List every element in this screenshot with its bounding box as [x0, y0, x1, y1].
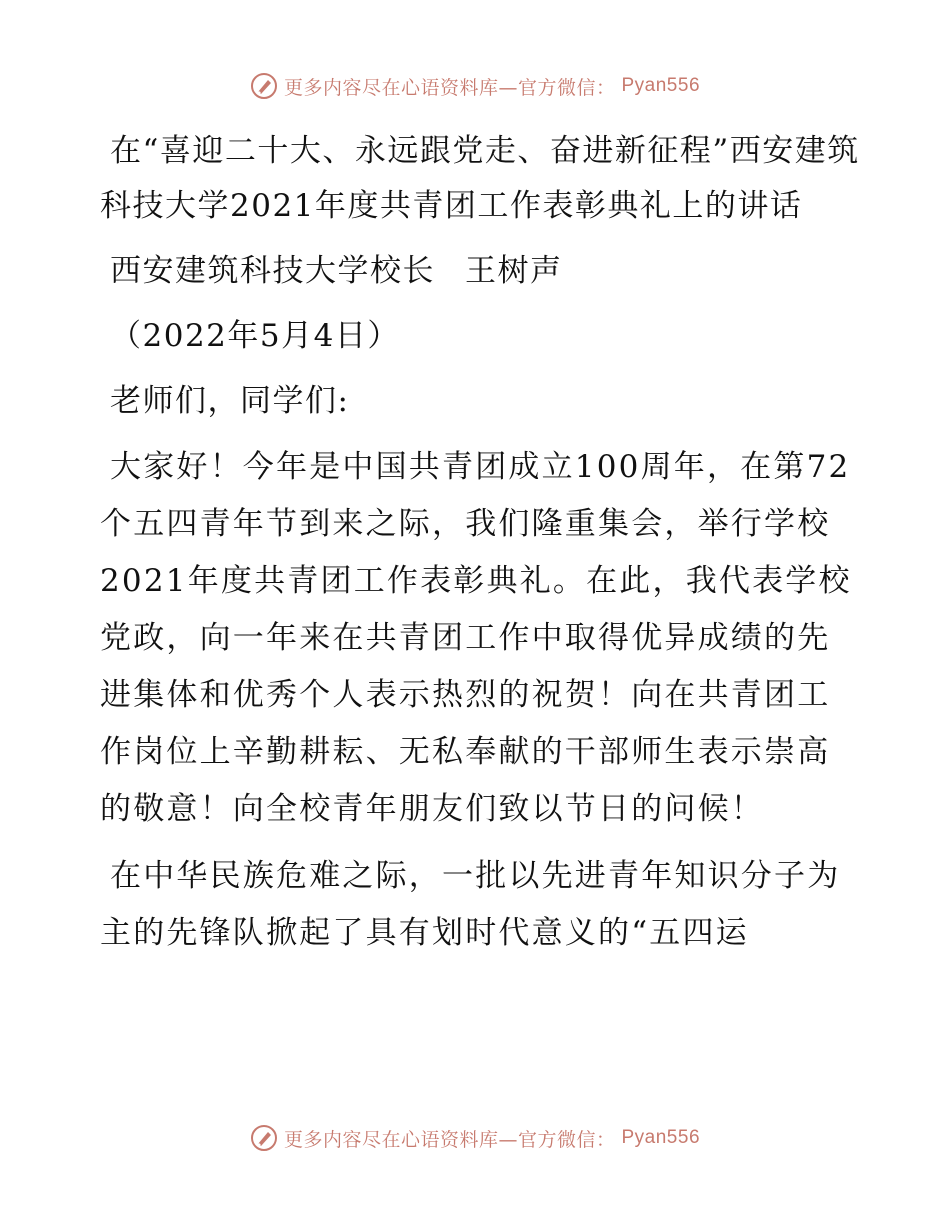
- document-title: 在“喜迎二十大、永远跟党走、奋进新征程”西安建筑科技大学2021年度共青团工作表彰典礼上的讲话: [100, 133, 860, 224]
- watermark-handle: Pyan556: [621, 75, 701, 96]
- footer-watermark: [0, 1124, 950, 1152]
- paragraph: 在中华民族危难之际，一批以先进青年知识分子为主的先锋队掀起了具有划时代意义的“五四运: [100, 858, 841, 951]
- paragraph: 大家好！今年是中国共青团成立100周年，在第72个五四青年节到来之际，我们隆重集会，举行学校2021年度共青团工作表彰典礼。在此，我代表学校党政，向一年来在共青团工作中取得优异成绩的先进集体和优秀个人表示热烈的祝贺！向在共青团工作岗位上辛勤耕耘、无私奉献的干部师生表示崇高的敬意！向全校青年朋友们致以节日的问候！: [100, 449, 852, 827]
- author-org: 西安建筑科技大学校长: [110, 253, 435, 289]
- header-watermark: [0, 72, 950, 100]
- watermark-handle: Pyan556: [621, 1127, 701, 1148]
- author-name: 王树声: [465, 253, 563, 289]
- document-body: [100, 124, 860, 972]
- speech-date: （2022年5月4日）: [110, 318, 400, 354]
- pen-nib-logo-icon: [250, 72, 278, 100]
- author-line: [100, 244, 860, 299]
- pen-nib-logo-icon: [250, 1124, 278, 1152]
- watermark-text: 更多内容尽在心语资料库—官方微信：: [283, 1128, 616, 1151]
- watermark-text: 更多内容尽在心语资料库—官方微信：: [283, 76, 616, 99]
- salutation: 老师们，同学们:: [110, 383, 350, 419]
